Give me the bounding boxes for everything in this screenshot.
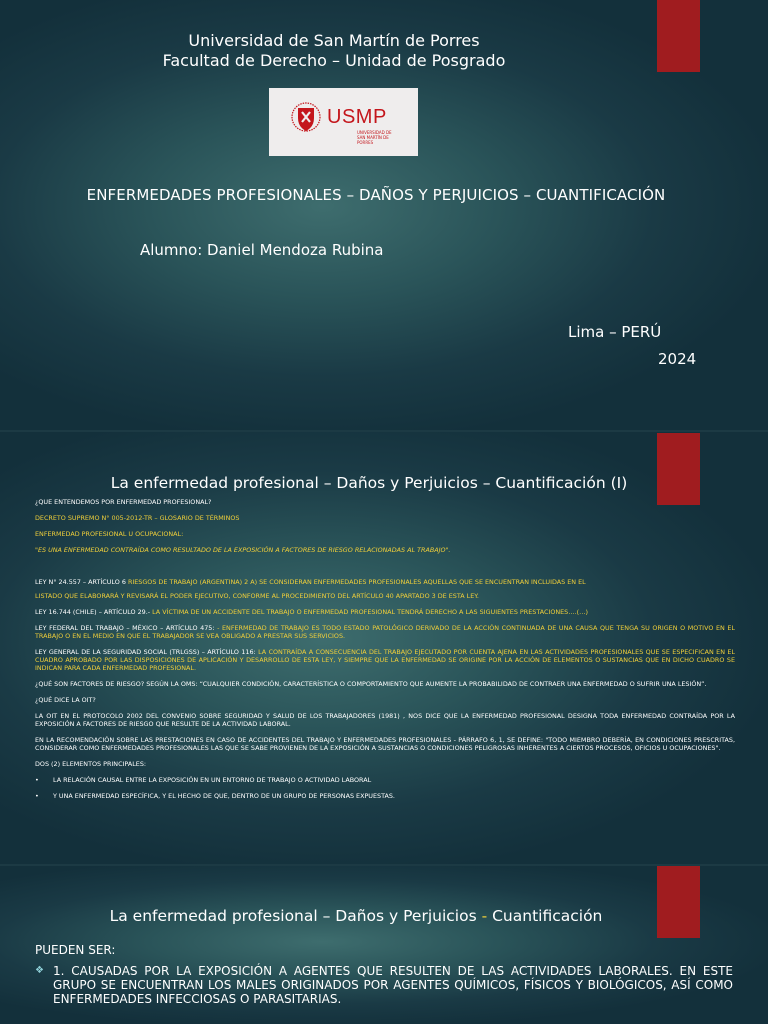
oit-question: ¿QUÉ DICE LA OIT?: [35, 696, 96, 704]
slide-body: [35, 498, 735, 808]
faculty-name: Facultad de Derecho – Unidad de Posgrado: [162, 51, 506, 70]
slide-title: [0, 0, 768, 430]
slide-definitions: [0, 432, 768, 864]
city-label: Lima – PERÚ: [568, 323, 662, 341]
law-argentina: LEY N° 24.557 – ARTÍCULO 6 RIESGOS DE TRABAJO (ARGENTINA) 2 A) SE CONSIDERAN ENFERMEDADES PROFESIONALES AQUELLAS QUE SE ENCUENTRAN INCLUIDAS EN EL: [35, 578, 586, 586]
shield-icon: [291, 100, 321, 136]
slide-title: La enfermedad profesional – Daños y Perjuicios – Cuantificación (I): [110, 474, 628, 492]
recommendation-text: EN LA RECOMENDACIÓN SOBRE LAS PRESTACIONES EN CASO DE ACCIDENTES DEL TRABAJO Y ENFERMEDADES PROFESIONALES - PÁRRAFO 6, 1, SE DEFINE: "TODO MIEMBRO DEBERÍA, EN CONDICIONES PRESCRITAS, CONSIDERAR COMO ENFERMEDADES PROFESIONALES LAS QUE SE SABE PROVIENEN DE LA EXPOSICIÓN A SUSTANCIAS O CONDICIONES PELIGROSAS INHERENTES A CIERTOS PROCESOS, OFICIOS U OCUPACIONES".: [35, 736, 735, 752]
section-label: PUEDEN SER:: [35, 943, 116, 957]
definition-label: ENFERMEDAD PROFESIONAL U OCUPACIONAL:: [35, 530, 184, 538]
question-text: ¿QUE ENTENDEMOS POR ENFERMEDAD PROFESIONAL?: [35, 498, 212, 506]
law-argentina-cont: LISTADO QUE ELABORARÁ Y REVISARÁ EL PODER EJECUTIVO, CONFORME AL PROCEDIMIENTO DEL ARTÍCULO 40 APARTADO 3 DE ESTA LEY.: [35, 592, 479, 600]
decree-text: DECRETO SUPREMO N° 005-2012-TR – GLOSARIO DE TÉRMINOS: [35, 514, 240, 522]
student-name: Alumno: Daniel Mendoza Rubina: [140, 241, 384, 259]
diamond-bullet-icon: ❖: [35, 965, 44, 976]
university-name: Universidad de San Martín de Porres: [188, 31, 480, 50]
red-accent-bar: [657, 433, 700, 505]
logo-wordmark: USMP: [327, 106, 387, 128]
presentation-title: ENFERMEDADES PROFESIONALES – DAÑOS Y PERJUICIOS – CUANTIFICACIÓN: [86, 186, 666, 204]
list-item: ❖ 1. CAUSADAS POR LA EXPOSICIÓN A AGENTES QUE RESULTEN DE LAS ACTIVIDADES LABORALES. EN ESTE GRUPO SE ENCUENTRAN LOS MALES ORIGINADOS POR AGENTES QUÍMICOS, FÍSICOS Y BIOLÓGICOS, ASÍ COMO ENFERMEDADES INFECCIOSAS O PARASITARIAS.: [35, 964, 733, 1006]
red-accent-bar: [657, 866, 700, 938]
risk-factors-text: ¿QUÉ SON FACTORES DE RIESGO? SEGÚN LA OMS: “CUALQUIER CONDICIÓN, CARACTERÍSTICA O COMPORTAMIENTO QUE AUMENTE LA PROBABILIDAD DE CONTRAER UNA ENFERMEDAD O SUFRIR UNA LESIÓN”.: [35, 680, 707, 688]
slide-title: La enfermedad profesional – Daños y Perjuicios - Cuantificación: [109, 907, 603, 925]
elements-list: [35, 776, 735, 800]
year-label: 2024: [658, 350, 697, 368]
usmp-logo: [269, 88, 418, 156]
law-spain: LEY GENERAL DE LA SEGURIDAD SOCIAL (TRLGSS) – ARTÍCULO 116: LA CONTRAÍDA A CONSECUENCIA DEL TRABAJO EJECUTADO POR CUENTA AJENA EN LAS ACTIVIDADES PROFESIONALES QUE SE ESPECIFICAN EN EL CUADRO APROBADO POR LAS DISPOSICIONES DE APLICACIÓN Y DESARROLLO DE ESTA LEY, Y SIEMPRE QUE LA ENFERMEDAD SE ORIGINE POR LA ACCIÓN DE ELEMENTOS O SUSTANCIAS QUE EN DICHO CUADRO SE INDICAN PARA CADA ENFERMEDAD PROFESIONAL.: [35, 648, 735, 672]
oit-text: LA OIT EN EL PROTOCOLO 2002 DEL CONVENIO SOBRE SEGURIDAD Y SALUD DE LOS TRABAJADORES (1981) , NOS DICE QUE LA ENFERMEDAD PROFESIONAL DESIGNA TODA ENFERMEDAD CONTRAÍDA POR LA EXPOSICIÓN A FACTORES DE RIESGO QUE RESULTE DE LA ACTIVIDAD LABORAL.: [35, 712, 735, 728]
definition-text: "ES UNA ENFERMEDAD CONTRAÍDA COMO RESULTADO DE LA EXPOSICIÓN A FACTORES DE RIESGO RELACIONADAS AL TRABAJO".: [35, 546, 451, 554]
logo-subtext: UNIVERSIDAD DE SAN MARTÍN DE PORRES: [357, 130, 392, 145]
list-item: • Y UNA ENFERMEDAD ESPECÍFICA, Y EL HECHO DE QUE, DENTRO DE UN GRUPO DE PERSONAS EXPUESTAS.: [35, 792, 735, 800]
slide-types: [0, 866, 768, 1024]
list-item: • LA RELACIÓN CAUSAL ENTRE LA EXPOSICIÓN EN UN ENTORNO DE TRABAJO O ACTIVIDAD LABORAL: [35, 776, 735, 784]
law-mexico: LEY FEDERAL DEL TRABAJO – MÉXICO – ARTÍCULO 475: - ENFERMEDAD DE TRABAJO ES TODO ESTADO PATOLÓGICO DERIVADO DE LA ACCIÓN CONTINUADA DE UNA CAUSA QUE TENGA SU ORIGEN O MOTIVO EN EL TRABAJO O EN EL MEDIO EN QUE EL TRABAJADOR SE VEA OBLIGADO A PRESTAR SUS SERVICIOS.: [35, 624, 735, 640]
law-chile: LEY 16.744 (CHILE) – ARTÍCULO 29.- LA VÍCTIMA DE UN ACCIDENTE DEL TRABAJO O ENFERMEDAD PROFESIONAL TENDRÁ DERECHO A LAS SIGUIENTES PRESTACIONES….(…): [35, 608, 589, 616]
elements-heading: DOS (2) ELEMENTOS PRINCIPALES:: [35, 760, 147, 768]
